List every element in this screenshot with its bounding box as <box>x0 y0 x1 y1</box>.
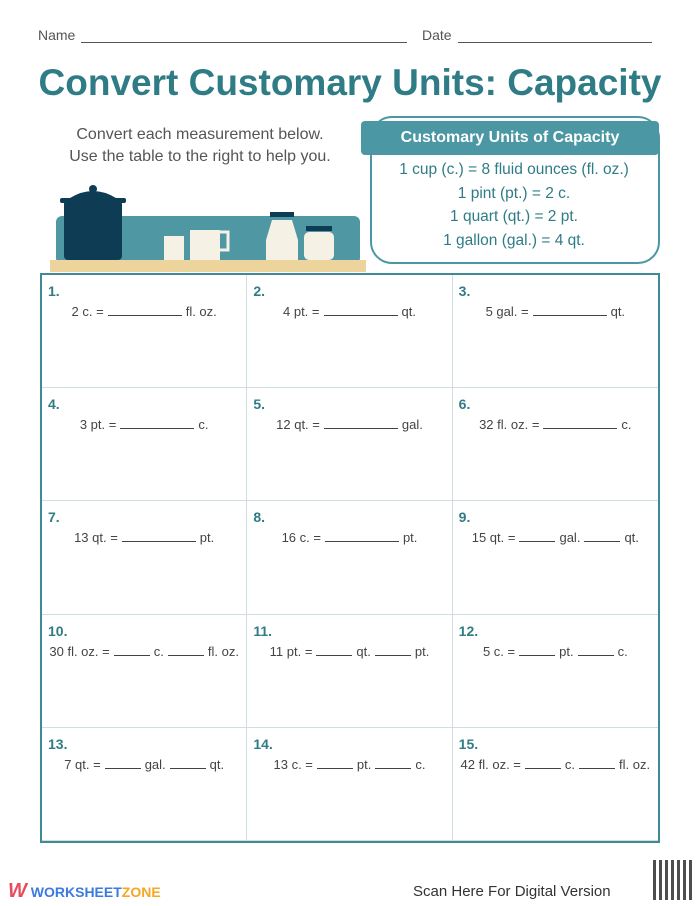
scan-text: Scan Here For Digital Version <box>413 883 611 900</box>
problem-text <box>453 529 658 545</box>
problem-cell <box>247 388 452 501</box>
logo-mark-icon: W <box>8 880 27 902</box>
problem-number: 9. <box>458 509 471 526</box>
worksheetzone-logo <box>8 880 161 903</box>
reference-row: 1 pint (pt.) = 2 c. <box>457 184 571 202</box>
unit-label: pt. <box>199 530 215 546</box>
date-field[interactable] <box>422 27 652 43</box>
problem-text <box>42 643 246 659</box>
problem-cell <box>247 615 452 728</box>
reference-title: Customary Units of Capacity <box>361 121 659 155</box>
qr-code-icon[interactable] <box>653 860 693 900</box>
unit-label: qt. <box>356 643 371 659</box>
problem-number: 13. <box>48 735 68 752</box>
problem-number: 4. <box>48 396 60 413</box>
problem-given: 16 c. = <box>281 530 321 546</box>
unit-label: fl. oz. <box>207 643 239 659</box>
instructions <box>40 124 360 168</box>
unit-label: fl. oz. <box>619 756 651 772</box>
reference-list <box>370 158 658 252</box>
unit-label: fl. oz. <box>185 304 217 319</box>
answer-blank[interactable] <box>519 643 555 656</box>
problem-given: 42 fl. oz. = <box>460 756 521 772</box>
unit-label: c. <box>415 756 426 772</box>
instruction-line: Use the table to the right to help you. <box>69 148 331 165</box>
answer-blank[interactable] <box>324 416 398 429</box>
unit-label: gal. <box>401 417 423 433</box>
problem-grid <box>40 273 660 843</box>
problem-given: 11 pt. = <box>269 643 313 659</box>
problem-text <box>247 756 451 772</box>
answer-blank[interactable] <box>325 529 399 542</box>
problem-cell <box>42 615 247 728</box>
answer-blank[interactable] <box>170 756 206 769</box>
problem-number: 2. <box>253 283 266 299</box>
problem-text <box>453 643 658 659</box>
reference-row: 1 quart (qt.) = 2 pt. <box>450 208 578 225</box>
problem-number: 3. <box>458 283 471 299</box>
problem-cell <box>453 275 658 388</box>
problem-cell <box>42 388 247 501</box>
problem-given: 2 c. = <box>71 304 104 319</box>
answer-blank[interactable] <box>519 529 555 542</box>
problem-number: 12. <box>458 622 479 639</box>
unit-label: pt. <box>559 643 574 659</box>
unit-label: c. <box>564 756 576 772</box>
problem-given: 5 c. = <box>482 643 516 659</box>
problem-text <box>42 416 246 432</box>
unit-label: pt. <box>414 643 430 659</box>
answer-blank[interactable] <box>122 529 196 542</box>
answer-blank[interactable] <box>317 756 353 769</box>
answer-blank[interactable] <box>579 756 615 769</box>
unit-label: pt. <box>356 756 372 772</box>
answer-blank[interactable] <box>375 756 411 769</box>
name-line <box>81 28 407 43</box>
problem-number: 6. <box>458 396 471 413</box>
answer-blank[interactable] <box>375 643 411 656</box>
problem-given: 3 pt. = <box>79 417 117 433</box>
problem-number: 14. <box>253 735 273 752</box>
name-label: Name <box>38 27 76 43</box>
problem-text <box>453 756 658 772</box>
problem-cell <box>42 728 247 841</box>
answer-blank[interactable] <box>168 643 204 656</box>
problem-text <box>453 416 658 432</box>
problem-cell <box>453 728 658 841</box>
problem-given: 15 qt. = <box>471 530 516 546</box>
answer-blank[interactable] <box>543 416 617 429</box>
name-field[interactable] <box>38 27 407 43</box>
unit-label: gal. <box>559 530 581 546</box>
problem-text <box>247 416 451 432</box>
problem-text <box>42 756 246 772</box>
problem-text <box>42 529 246 545</box>
problem-given: 7 qt. = <box>64 756 101 772</box>
unit-label: c. <box>617 643 628 659</box>
problem-given: 12 qt. = <box>276 417 320 433</box>
problem-given: 4 pt. = <box>283 304 320 319</box>
problem-given: 32 fl. oz. = <box>479 417 540 433</box>
problem-number: 1. <box>48 283 60 299</box>
unit-label: pt. <box>402 530 418 546</box>
kitchen-illustration <box>50 180 370 275</box>
answer-blank[interactable] <box>114 643 150 656</box>
reference-row: 1 gallon (gal.) = 4 qt. <box>443 231 585 249</box>
problem-cell <box>42 501 247 614</box>
problem-text <box>247 303 451 319</box>
answer-blank[interactable] <box>316 643 352 656</box>
answer-blank[interactable] <box>120 416 194 429</box>
answer-blank[interactable] <box>525 756 561 769</box>
problem-cell <box>453 501 658 614</box>
problem-given: 13 c. = <box>273 756 313 772</box>
date-line <box>458 28 652 43</box>
unit-label: qt. <box>610 304 626 319</box>
problem-cell <box>247 275 452 388</box>
problem-cell <box>453 388 658 501</box>
unit-label: c. <box>621 417 632 433</box>
answer-blank[interactable] <box>105 756 141 769</box>
problem-given: 13 qt. = <box>74 530 118 546</box>
problem-number: 7. <box>48 509 60 526</box>
unit-label: gal. <box>144 756 166 772</box>
unit-label: qt. <box>624 530 639 546</box>
problem-given: 30 fl. oz. = <box>49 643 110 659</box>
problem-number: 5. <box>253 396 266 413</box>
answer-blank[interactable] <box>584 529 620 542</box>
problem-number: 8. <box>253 509 266 526</box>
logo-text: WORKSHEET <box>30 884 122 900</box>
instruction-line: Convert each measurement below. <box>76 126 324 143</box>
date-label: Date <box>422 27 452 43</box>
unit-label: qt. <box>209 756 225 772</box>
problem-text <box>42 303 246 319</box>
problem-number: 10. <box>48 622 68 639</box>
problem-text <box>453 303 658 319</box>
problem-number: 15. <box>458 735 479 752</box>
problem-cell <box>247 501 452 614</box>
answer-blank[interactable] <box>108 303 182 316</box>
problem-given: 5 gal. = <box>485 304 529 319</box>
answer-blank[interactable] <box>533 303 607 316</box>
problem-cell <box>247 728 452 841</box>
answer-blank[interactable] <box>324 303 398 316</box>
reference-row: 1 cup (c.) = 8 fluid ounces (fl. oz.) <box>399 161 629 178</box>
unit-label: c. <box>153 643 164 659</box>
logo-text-accent: ZONE <box>121 884 161 900</box>
problem-text <box>247 643 451 659</box>
problem-number: 11. <box>253 622 273 639</box>
problem-text <box>247 529 451 545</box>
answer-blank[interactable] <box>578 643 614 656</box>
page-title: Convert Customary Units: Capacity <box>38 62 662 103</box>
problem-cell <box>42 275 247 388</box>
unit-label: c. <box>198 417 209 433</box>
unit-label: qt. <box>401 304 416 319</box>
problem-cell <box>453 615 658 728</box>
